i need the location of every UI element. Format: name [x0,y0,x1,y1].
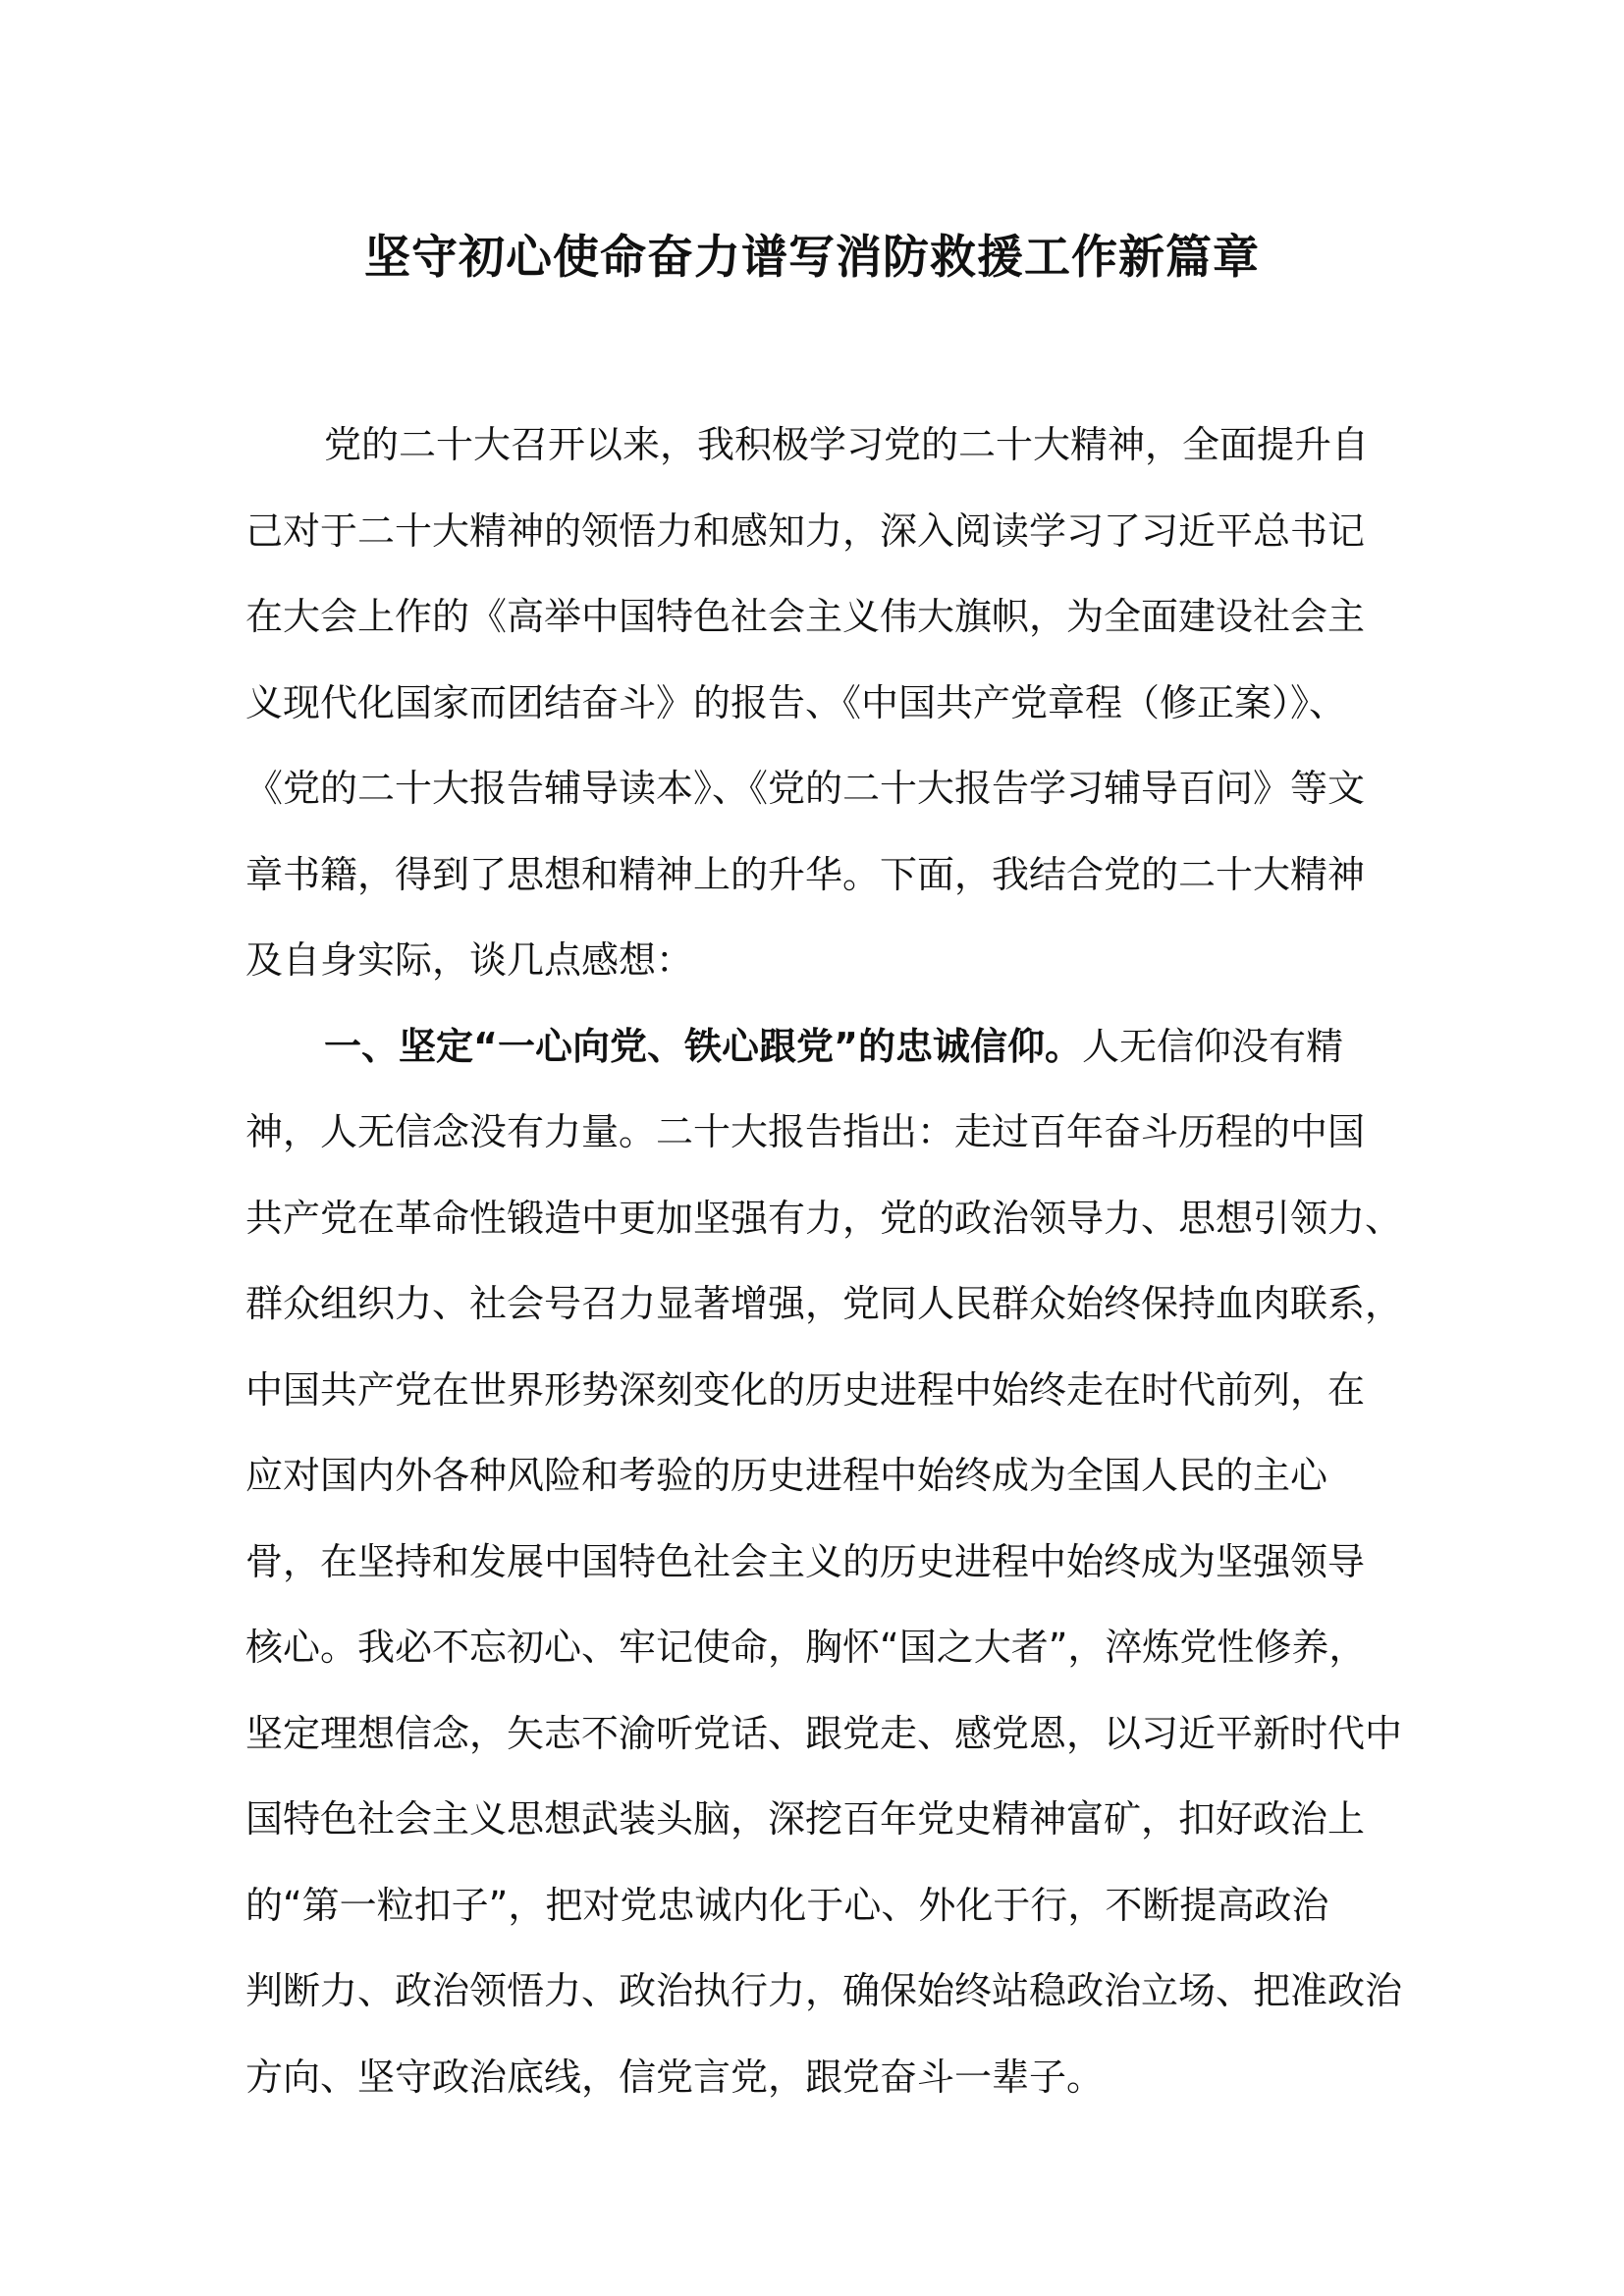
text-line: 共产党在革命性锻造中更加坚强有力，党的政治领导力、思想引领力、 [245,1196,1403,1240]
text-line: 坚定理想信念，矢志不渝听党话、跟党走、感党恩，以习近平新时代中 [245,1711,1403,1755]
text-line: 判断力、政治领悟力、政治执行力，确保始终站稳政治立场、把准政治 [245,1969,1403,2012]
text-line: 群众组织力、社会号召力显著增强，党同人民群众始终保持血肉联系， [245,1282,1403,1325]
text-line: 《党的二十大报告辅导读本》、《党的二十大报告学习辅导百问》等文 [245,767,1366,810]
text-line: 党的二十大召开以来，我积极学习党的二十大精神，全面提升自 [324,423,1370,466]
text-line: 应对国内外各种风险和考验的历史进程中始终成为全国人民的主心 [245,1454,1328,1497]
heading-line-rest: 人无信仰没有精 [1081,1024,1343,1068]
document-title: 坚守初心使命奋力谱写消防救援工作新篇章 [364,231,1260,285]
paragraph-2 [245,1004,1404,2121]
text-line: 及自身实际，谈几点感想： [245,938,694,982]
text-line [245,1004,1404,1091]
text-line: 义现代化国家而团结奋斗》的报告、《中国共产党章程（修正案）》、 [245,680,1347,724]
text-line: 己对于二十大精神的领悟力和感知力，深入阅读学习了习近平总书记 [245,508,1366,553]
text-line: 中国共产党在世界形势深刻变化的历史进程中始终走在时代前列，在 [245,1367,1366,1412]
text-line: 的“第一粒扣子”，把对党忠诚内化于心、外化于行，不断提高政治 [245,1883,1329,1927]
text-line: 骨，在坚持和发展中国特色社会主义的历史进程中始终成为坚强领导 [245,1539,1366,1583]
document-body [245,402,1404,2120]
section-heading: 一、坚定“一心向党、铁心跟党”的忠诚信仰。 [324,1024,1082,1068]
text-line: 国特色社会主义思想武装头脑，深挖百年党史精神富矿，扣好政治上 [245,1797,1366,1841]
text-line: 神，人无信念没有力量。二十大报告指出：走过百年奋斗历程的中国 [245,1110,1366,1153]
text-line: 方向、坚守政治底线，信党言党，跟党奋斗一辈子。 [245,2055,1105,2099]
paragraph-1 [245,402,1404,1004]
text-line: 章书籍，得到了思想和精神上的升华。下面，我结合党的二十大精神 [245,852,1366,896]
text-line: 在大会上作的《高举中国特色社会主义伟大旗帜，为全面建设社会主 [245,595,1366,638]
text-line: 核心。我必不忘初心、牢记使命，胸怀“国之大者”，淬炼党性修养， [245,1626,1367,1669]
